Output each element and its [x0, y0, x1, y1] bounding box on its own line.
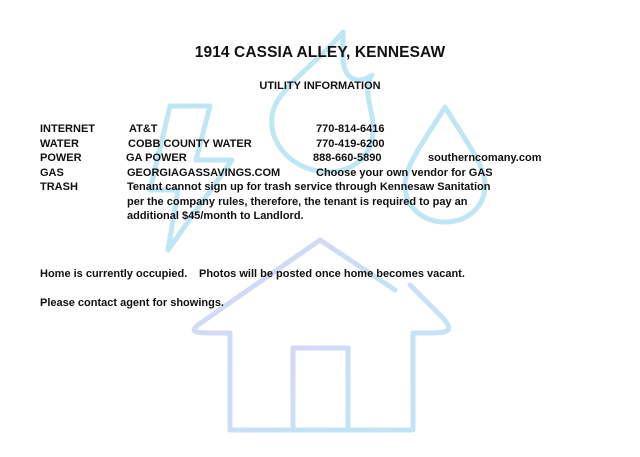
utility-provider-water: COBB COUNTY WATER [128, 138, 252, 150]
utility-phone-internet: 770-814-6416 [316, 123, 385, 135]
trash-note-line-3: additional $45/month to Landlord. [127, 210, 304, 222]
section-subtitle: UTILITY INFORMATION [259, 80, 381, 92]
utility-note-gas: Choose your own vendor for GAS [316, 167, 493, 179]
occupied-note: Home is currently occupied. [40, 268, 188, 280]
utility-type-power: POWER [40, 152, 82, 164]
contact-note: Please contact agent for showings. [40, 297, 224, 309]
trash-note-line-1: Tenant cannot sign up for trash service through Kennesaw Sanitation [127, 181, 491, 193]
utility-provider-internet: AT&T [129, 123, 158, 135]
utility-type-trash: TRASH [40, 181, 78, 193]
utility-website-power: southerncomany.com [428, 152, 542, 164]
utility-provider-power: GA POWER [126, 152, 187, 164]
photos-note: Photos will be posted once home becomes vacant. [199, 268, 465, 280]
trash-note-line-2: per the company rules, therefore, the tenant is required to pay an [127, 196, 468, 208]
utility-provider-gas: GEORGIAGASSAVINGS.COM [127, 167, 281, 179]
utility-phone-water: 770-419-6200 [316, 138, 385, 150]
utility-phone-power: 888-660-5890 [313, 152, 382, 164]
utility-type-gas: GAS [40, 167, 64, 179]
page-title: 1914 CASSIA ALLEY, KENNESAW [194, 44, 446, 61]
utility-type-water: WATER [40, 138, 79, 150]
utility-type-internet: INTERNET [40, 123, 95, 135]
